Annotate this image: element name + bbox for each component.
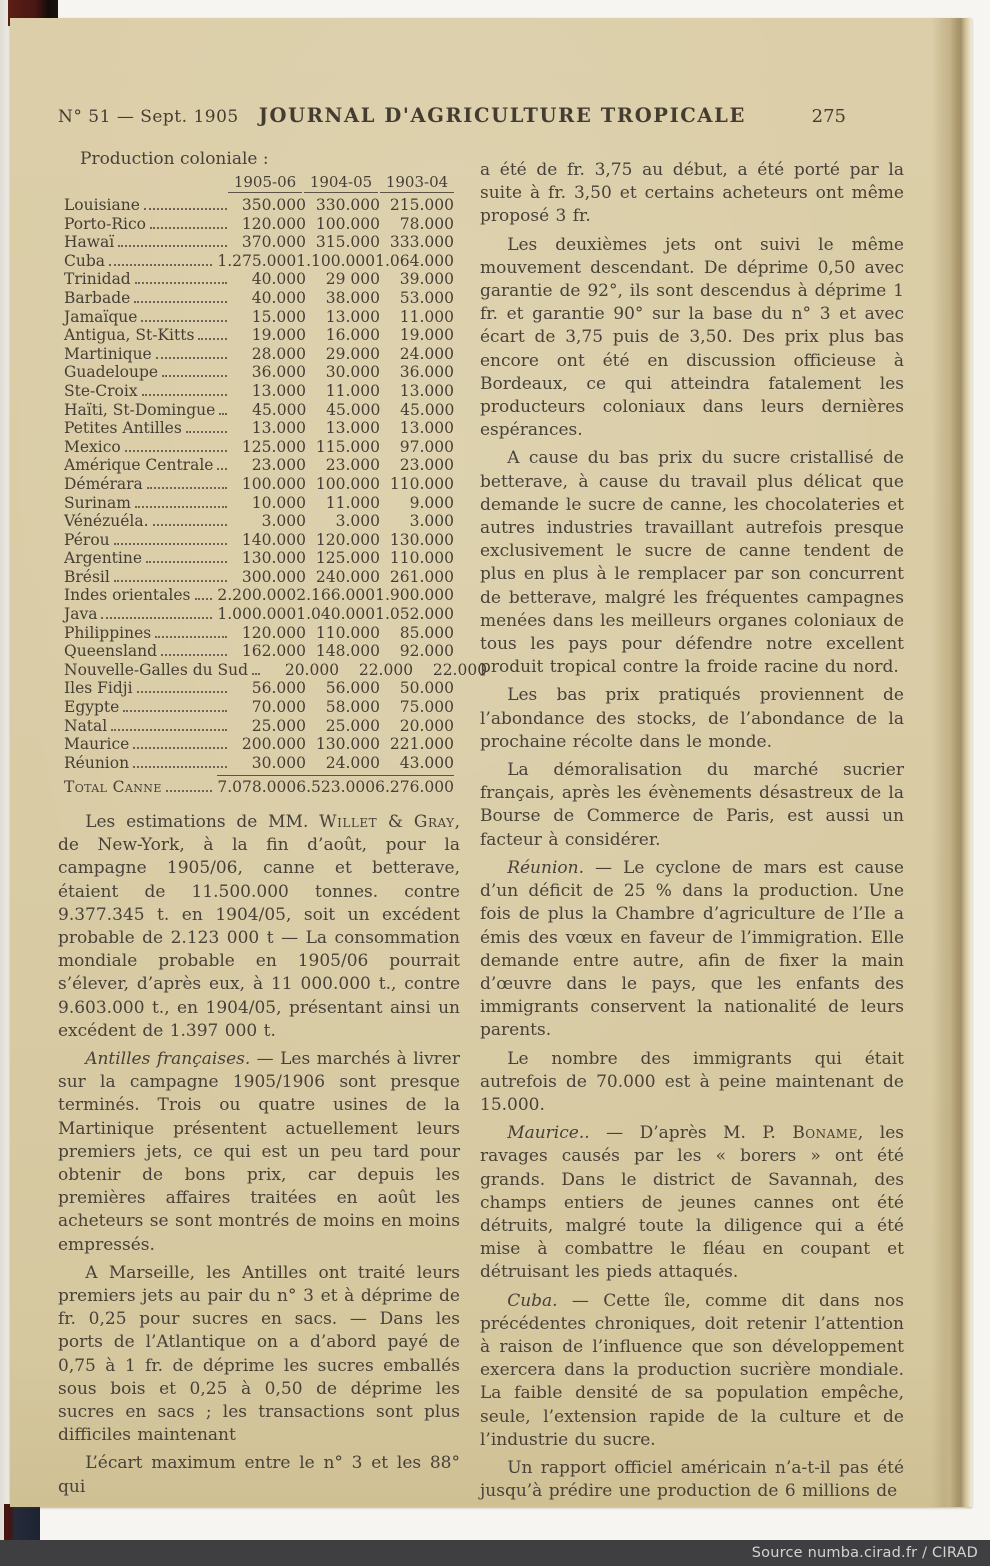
dot-leader: [135, 282, 227, 284]
row-value: 13.000: [399, 419, 454, 438]
dot-leader: [162, 375, 227, 377]
paragraph-text: Les bas prix pratiqués proviennent de l’abondance des stocks, de l’abondance de la prochaine récolte dans le monde.: [480, 685, 904, 752]
dot-leader: [156, 357, 227, 359]
row-value: 1.040.000: [296, 605, 376, 624]
row-value: 23.000: [399, 456, 454, 475]
row-value: 120.000: [241, 214, 306, 233]
row-value: 29 000: [325, 270, 380, 289]
row-label: Haïti, St-Domingue: [64, 400, 216, 419]
row-value: 23.000: [251, 456, 306, 475]
total-value: 7.078.000: [217, 775, 296, 797]
dot-leader: [217, 468, 227, 470]
row-label: Ste-Croix: [64, 381, 138, 400]
paragraph: [480, 1290, 904, 1452]
row-value: 50.000: [399, 679, 454, 698]
paragraph-text: — Les marchés à livrer sur la campagne 1905/1906 sont presque terminés. Trois ou quatre usines de la Martinique présentent actuellement leurs premiers jets, ce qui est un peu tard pour obtenir de bons prix, car depuis les premières affaires traitées en août les acheteurs se sont montrés de moins en moins empressés.: [58, 1049, 460, 1255]
paragraph: [480, 1457, 904, 1503]
row-value: 45.000: [400, 400, 455, 419]
left-column: [58, 149, 488, 1508]
paragraph-text: a été de fr. 3,75 au début, a été porté par la suite à fr. 3,50 et certains acheteurs ont même proposé 3 fr.: [480, 160, 904, 227]
paragraph: [480, 857, 904, 1043]
source-credit: Source numba.cirad.fr / CIRAD: [751, 1545, 978, 1561]
row-value: 70.000: [251, 698, 306, 717]
table-row: [64, 624, 454, 643]
row-label: Pérou: [64, 530, 110, 549]
row-value: 15.000: [251, 307, 306, 326]
dot-leader: [155, 636, 227, 638]
production-table: [64, 173, 488, 797]
paragraph-text: — Le cyclone de mars est cause d’un déficit de 25 % dans la production. Une fois de plus la Chambre d’agriculture de l’Ile a émis des vœux en faveur de l’immigration. Elle demande entre autre, afin de fixer la main d’œuvre dans le pays, que les enfants des immigrants conservent la nationalité de leurs parents.: [480, 857, 904, 1041]
row-value: 19.000: [399, 326, 454, 345]
row-value: 110.000: [315, 623, 380, 642]
paragraph-text: L’écart maximum entre le n° 3 et les 88° qui: [58, 1453, 460, 1497]
row-label: Nouvelle-Galles du Sud: [64, 660, 249, 679]
row-value: 16.000: [325, 326, 380, 345]
row-value: 9.000: [409, 493, 454, 512]
table-row: [64, 586, 454, 605]
table-row: [64, 512, 454, 531]
row-value: 85.000: [399, 623, 454, 642]
dot-leader: [147, 487, 227, 489]
row-value: 56.000: [251, 679, 306, 698]
row-label: Queensland: [64, 642, 158, 661]
table-row: [64, 252, 454, 271]
paragraph-text: , de New-York, à la fin d’août, pour la campagne 1905/06, canne et betterave, étaient de 11.500.000 tonnes. contre 9.377.345 t. en 1904/05, soit un excédent probable de 2.123 000 t — La consommation mondiale probable en 1905/06 pourrait s’élever, d’après eux, à 11 000.000 t., contre 9.603.000 t., en 1904/05, présentant ainsi un excédent de 1.397 000 t.: [58, 812, 460, 1041]
page-stack-edge: [932, 18, 972, 1507]
table-row: [64, 735, 454, 754]
row-label: Louisiane: [64, 196, 140, 214]
table-row: [64, 233, 454, 252]
row-value: 370.000: [241, 233, 306, 252]
column-header-1904-05: 1904-05: [304, 173, 378, 193]
table-row: [64, 308, 454, 327]
row-label: Barbade: [64, 288, 131, 307]
dot-leader: [252, 673, 260, 675]
paragraph: [480, 234, 904, 443]
row-value: 29.000: [325, 344, 380, 363]
row-value: 115.000: [315, 437, 380, 456]
row-value: 1.000.000: [217, 605, 297, 624]
row-value: 1.100.000: [296, 251, 376, 270]
row-value: 24.000: [399, 344, 454, 363]
paragraph-text: Boname: [792, 1123, 858, 1144]
paragraph-text: La démoralisation du marché sucrier français, après les évènements désastreux de la Bourse de Commerce de Paris, est aussi un facteur à considérer.: [480, 760, 904, 850]
paragraph: [480, 1122, 904, 1284]
paragraph-text: A Marseille, les Antilles ont traité leurs premiers jets au pair du n° 3 et à déprime de fr. 0,25 pour sucres en sacs. — Dans les ports de l’Atlantique on a d’abord payé de 0,75 à 1 fr. de déprime les sucres emballés sous bois et 0,25 à 0,50 de déprime les sucres en sacs ; les transactions sont plus difficiles maintenant: [58, 1262, 460, 1446]
row-value: 25.000: [325, 716, 380, 735]
row-value: 25.000: [251, 716, 306, 735]
row-value: 11.000: [325, 381, 380, 400]
table-total-row: [64, 775, 454, 797]
table-row: [64, 679, 454, 698]
row-value: 53.000: [399, 288, 454, 307]
row-value: 13.000: [251, 419, 306, 438]
table-row: [64, 363, 454, 382]
row-value: 30.000: [251, 753, 306, 772]
paragraph: [480, 759, 904, 852]
dot-leader: [153, 524, 227, 526]
row-value: 10.000: [251, 493, 306, 512]
total-value: 6.523.000: [296, 775, 375, 797]
row-value: 300.000: [241, 567, 306, 586]
table-row: [64, 754, 454, 773]
row-value: 100.000: [315, 214, 380, 233]
dot-leader: [144, 208, 227, 210]
table-row: [64, 270, 454, 289]
row-label: Amérique Centrale: [64, 456, 214, 475]
dot-leader: [125, 450, 227, 452]
row-value: 24.000: [325, 753, 380, 772]
paragraph: [480, 159, 904, 229]
paragraph-text: Willet: [319, 812, 378, 832]
table-row: [64, 326, 454, 345]
row-value: 78.000: [399, 214, 454, 233]
row-label: Iles Fidji: [64, 679, 133, 698]
row-label: Petites Antilles: [64, 419, 182, 438]
paragraph-text: Les deuxièmes jets ont suivi le même mouvement descendant. De déprime 0,50 avec garantie de 92°, ils sont descendus à déprime 1 fr. et garantie 90° sur la base du n° 3 et avec écart de 3,75 puis de 3,50. Des prix plus bas encore ont été en discussion officieuse à Bordeaux, ce qui atteindra fatalement les producteurs coloniaux dans leurs dernières espérances.: [480, 234, 904, 441]
paragraph-lead: Cuba.: [507, 1290, 558, 1311]
dot-leader: [114, 580, 227, 582]
row-value: 330.000: [315, 196, 380, 214]
table-row: [64, 660, 488, 680]
paragraph-lead: Réunion.: [507, 857, 584, 878]
dot-leader: [134, 301, 227, 303]
row-value: 215.000: [389, 196, 454, 214]
row-value: 23.000: [325, 456, 380, 475]
paragraph-lead: Maurice..: [507, 1123, 590, 1144]
row-label: Trinidad: [64, 270, 131, 289]
total-label: Total Canne: [64, 778, 162, 797]
book-binding-mark-bottom: [4, 1504, 40, 1542]
dot-leader: [161, 654, 227, 656]
issue-label: N° 51 — Sept. 1905: [58, 107, 239, 127]
row-value: 40.000: [251, 270, 306, 289]
dot-leader: [114, 543, 227, 545]
journal-page: [10, 18, 972, 1507]
row-label: Brésil: [64, 567, 110, 586]
table-row: [64, 438, 454, 457]
row-value: 3.000: [335, 512, 380, 531]
row-value: 162.000: [241, 642, 306, 661]
dot-leader: [109, 264, 212, 266]
row-value: 92.000: [399, 642, 454, 661]
row-value: 240.000: [315, 567, 380, 586]
row-label: Jamaïque: [64, 307, 138, 326]
paragraph-text: Le nombre des immigrants qui était autrefois de 70.000 est à peine maintenant de 15.000.: [480, 1048, 904, 1115]
left-paragraphs: [58, 811, 460, 1499]
row-value: 148.000: [315, 642, 380, 661]
row-value: 45.000: [252, 400, 307, 419]
dot-leader: [146, 561, 227, 563]
right-column: [480, 159, 904, 1508]
row-value: 130.000: [389, 530, 454, 549]
row-value: 350.000: [241, 196, 306, 214]
dot-leader: [133, 766, 227, 768]
total-value: 6.276.000: [375, 775, 454, 797]
table-row: [64, 642, 454, 661]
row-value: 315.000: [315, 233, 380, 252]
row-value: 22.000: [358, 660, 414, 679]
dot-leader: [101, 617, 212, 619]
column-header-1905-06: 1905-06: [228, 173, 302, 193]
row-value: 333.000: [389, 233, 454, 252]
dot-leader: [186, 431, 227, 433]
row-value: 20.000: [284, 660, 340, 679]
paragraph-text: Les estimations de MM.: [85, 812, 320, 832]
table-row: [64, 698, 454, 717]
paragraph-text: Gray: [413, 812, 455, 832]
row-label: Surinam: [64, 493, 131, 512]
row-label: Cuba: [64, 251, 106, 270]
paragraph-text: &: [377, 812, 414, 832]
row-value: 58.000: [325, 698, 380, 717]
row-label: Démérara: [64, 474, 143, 493]
dot-leader: [123, 710, 227, 712]
row-value: 11.000: [325, 493, 380, 512]
row-value: 97.000: [399, 437, 454, 456]
row-value: 140.000: [241, 530, 306, 549]
table-title: Production coloniale :: [80, 149, 269, 169]
row-value: 2.200.000: [217, 586, 297, 605]
paragraph: [480, 1048, 904, 1118]
row-label: Antigua, St-Kitts: [64, 326, 195, 345]
row-value: 40.000: [251, 288, 306, 307]
table-row: [64, 531, 454, 550]
row-value: 13.000: [399, 381, 454, 400]
paragraph-text: — Cette île, comme dit dans nos précédentes chroniques, doit retenir l’attention à raison de l’influence que son développement exercera dans la production sucrière mondiale. La faible densité de sa population empêche, seule, l’extension rapide de la culture et de l’industrie du sucre.: [480, 1290, 904, 1450]
row-value: 261.000: [389, 567, 454, 586]
paragraph-lead: Antilles françaises.: [85, 1049, 251, 1070]
row-value: 20.000: [399, 716, 454, 735]
row-value: 13.000: [325, 419, 380, 438]
row-value: 130.000: [241, 549, 306, 568]
row-value: 11.000: [399, 307, 454, 326]
dot-leader: [135, 506, 227, 508]
row-label: Guadeloupe: [64, 363, 159, 382]
row-value: 200.000: [241, 735, 306, 754]
table-row: [64, 717, 454, 736]
table-row: [64, 289, 454, 308]
table-row: [64, 419, 454, 438]
row-value: 13.000: [325, 307, 380, 326]
dot-leader: [137, 691, 227, 693]
row-value: 43.000: [399, 753, 454, 772]
page-number: 275: [811, 106, 846, 127]
row-value: 22.000: [432, 660, 488, 679]
row-value: 1.064.000: [375, 251, 454, 270]
row-value: 1.275.000: [217, 251, 297, 270]
table-row: [64, 196, 454, 215]
dot-leader: [195, 598, 213, 600]
table-row: [64, 215, 454, 234]
row-label: Java: [64, 605, 98, 624]
row-label: Maurice: [64, 735, 130, 754]
paragraph-text: A cause du bas prix du sucre cristallisé de betterave, à cause du travail plus délicat que demande le sucre de canne, les chocolateries et autres industries travaillant autrefois presque exclusivement le sucre de canne tendent de plus en plus à le remplacer par son concurrent de betterave, malgré les fréquentes campagnes menées dans les meilleurs organes coloniaux de tous les pays pour défendre notre excellent produit tropical contre la froide racine du nord.: [480, 448, 904, 678]
source-bar: [0, 1540, 990, 1566]
dot-leader: [150, 227, 227, 229]
row-value: 221.000: [389, 735, 454, 754]
paragraph-text: — D’après M. P.: [589, 1123, 793, 1144]
row-label: Porto-Rico: [64, 214, 146, 233]
table-row: [64, 568, 454, 587]
paragraph: [58, 1048, 460, 1257]
row-label: Réunion: [64, 753, 130, 772]
table-header-row: [64, 173, 454, 193]
row-value: 39.000: [399, 270, 454, 289]
row-value: 120.000: [315, 530, 380, 549]
row-label: Mexico: [64, 437, 121, 456]
paragraph: [58, 1452, 460, 1498]
page-masthead: [58, 104, 904, 127]
table-row: [64, 382, 454, 401]
row-value: 1.900.000: [375, 586, 454, 605]
row-label: Hawaï: [64, 233, 115, 252]
row-value: 130.000: [315, 735, 380, 754]
table-row: [64, 401, 454, 420]
row-value: 45.000: [326, 400, 381, 419]
dot-leader: [111, 729, 227, 731]
row-label: Philippines: [64, 623, 152, 642]
paragraph: [58, 1262, 460, 1448]
row-label: Egypte: [64, 698, 120, 717]
row-value: 3.000: [409, 512, 454, 531]
dot-leader: [141, 320, 227, 322]
dot-leader: [118, 245, 227, 247]
row-value: 110.000: [389, 474, 454, 493]
journal-title: JOURNAL D'AGRICULTURE TROPICALE: [258, 104, 746, 127]
page-content: [58, 104, 904, 1508]
row-value: 36.000: [251, 363, 306, 382]
paragraph: [480, 447, 904, 679]
paragraph-text: Un rapport officiel américain n’a-t-il pas été jusqu’à prédire une production de 6 millions de: [480, 1457, 904, 1502]
table-row: [64, 475, 454, 494]
row-label: Argentine: [64, 549, 143, 568]
production-table-body: [64, 196, 488, 772]
row-value: 56.000: [325, 679, 380, 698]
row-value: 3.000: [261, 512, 306, 531]
row-label: Natal: [64, 716, 108, 735]
column-header-1903-04: 1903-04: [380, 173, 454, 193]
row-value: 2.166.000: [296, 586, 376, 605]
table-row: [64, 549, 454, 568]
two-column-layout: [58, 149, 904, 1508]
row-value: 75.000: [399, 698, 454, 717]
row-label: Vénézuéla.: [64, 512, 149, 531]
row-value: 100.000: [315, 474, 380, 493]
table-row: [64, 345, 454, 364]
dot-leader: [133, 747, 227, 749]
row-value: 19.000: [251, 326, 306, 345]
paragraph: [58, 811, 460, 1043]
row-value: 110.000: [389, 549, 454, 568]
row-value: 36.000: [399, 363, 454, 382]
dot-leader: [219, 413, 227, 415]
row-value: 30.000: [325, 363, 380, 382]
row-value: 28.000: [251, 344, 306, 363]
row-value: 120.000: [241, 623, 306, 642]
row-value: 125.000: [241, 437, 306, 456]
table-row: [64, 605, 454, 624]
table-header-spacer: [64, 173, 226, 193]
table-row: [64, 494, 454, 513]
row-value: 125.000: [315, 549, 380, 568]
row-label: Indes orientales: [64, 586, 191, 605]
row-value: 13.000: [251, 381, 306, 400]
table-row: [64, 456, 454, 475]
row-value: 38.000: [325, 288, 380, 307]
paragraph-text: , les ravages causés par les « borers » ont été grands. Dans le district de Savannah, des champs entiers de jeunes cannes ont été détruits, malgré toute la diligence qui a été mise à combattre le fléau en coupant et détruisant les pieds attaqués.: [480, 1123, 904, 1283]
row-value: 100.000: [241, 474, 306, 493]
row-value: 1.052.000: [375, 605, 454, 624]
row-label: Martinique: [64, 344, 152, 363]
dot-leader: [142, 394, 227, 396]
dot-leader: [198, 338, 227, 340]
dot-leader: [166, 790, 213, 792]
paragraph: [480, 684, 904, 754]
